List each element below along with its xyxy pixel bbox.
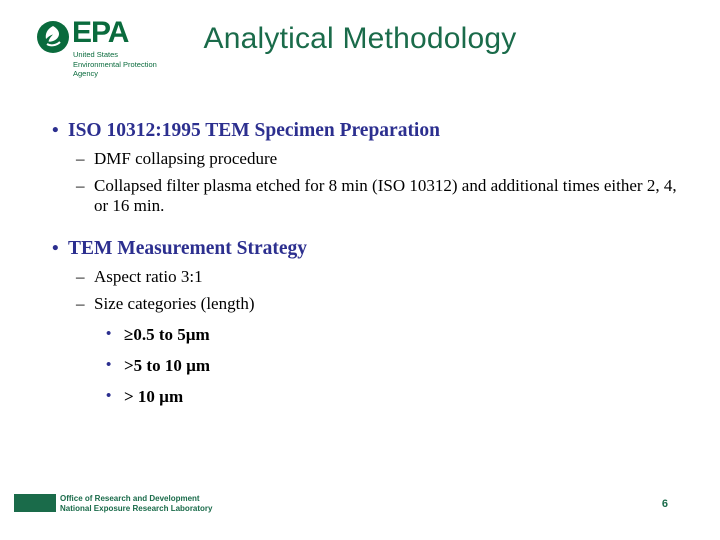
footer-accent-bar bbox=[14, 494, 56, 512]
bullet-level2-etch-label: Collapsed filter plasma etched for 8 min (ISO 10312) and additional times either 2, 4, or 16 min. bbox=[94, 176, 677, 215]
bullet-level2-aspect-ratio-label: Aspect ratio 3:1 bbox=[94, 267, 203, 286]
epa-wordmark: EPA bbox=[72, 16, 129, 49]
bullet-level1-tem-label: TEM Measurement Strategy bbox=[68, 238, 307, 259]
dash-icon: – bbox=[76, 176, 85, 195]
bullet-level2-size-categories bbox=[52, 294, 682, 314]
bullet-level2-size-categories-label: Size categories (length) bbox=[94, 294, 255, 313]
epa-agency-line-2: Environmental Protection bbox=[73, 59, 157, 69]
bullet-level2-dmf-label: DMF collapsing procedure bbox=[94, 149, 278, 168]
footer-line-2: National Exposure Research Laboratory bbox=[60, 504, 213, 513]
bullet-level2-etch bbox=[52, 176, 682, 216]
page-number: 6 bbox=[661, 498, 668, 510]
slide-body bbox=[52, 120, 682, 407]
bullet-dot-icon: • bbox=[106, 357, 112, 373]
bullet-dot-icon: • bbox=[52, 238, 59, 259]
bullet-level3-size-1 bbox=[52, 325, 682, 345]
epa-agency-line-3: Agency bbox=[73, 69, 99, 78]
bullet-dot-icon: • bbox=[106, 326, 112, 342]
bullet-level1-iso-label: ISO 10312:1995 TEM Specimen Preparation bbox=[68, 120, 440, 141]
epa-agency-line-1: United States bbox=[73, 50, 119, 59]
bullet-dot-icon: • bbox=[106, 388, 112, 404]
bullet-level3-size-1-label: ≥0.5 to 5µm bbox=[124, 325, 210, 344]
bullet-level2-dmf bbox=[52, 149, 682, 169]
bullet-level2-aspect-ratio bbox=[52, 267, 682, 287]
dash-icon: – bbox=[76, 267, 85, 286]
dash-icon: – bbox=[76, 294, 85, 313]
bullet-dot-icon: • bbox=[52, 120, 59, 141]
page-title: Analytical Methodology bbox=[203, 22, 517, 55]
bullet-level1-iso bbox=[52, 120, 682, 142]
bullet-level3-size-3-label: > 10 µm bbox=[124, 387, 184, 406]
footer-line-1: Office of Research and Development bbox=[60, 494, 200, 503]
bullet-level3-size-2-label: >5 to 10 µm bbox=[124, 356, 211, 375]
bullet-level3-size-2 bbox=[52, 356, 682, 376]
dash-icon: – bbox=[76, 149, 85, 168]
bullet-level1-tem bbox=[52, 238, 682, 260]
bullet-level3-size-3 bbox=[52, 387, 682, 407]
section-tem-measurement bbox=[52, 238, 682, 407]
footer-text bbox=[60, 494, 213, 514]
